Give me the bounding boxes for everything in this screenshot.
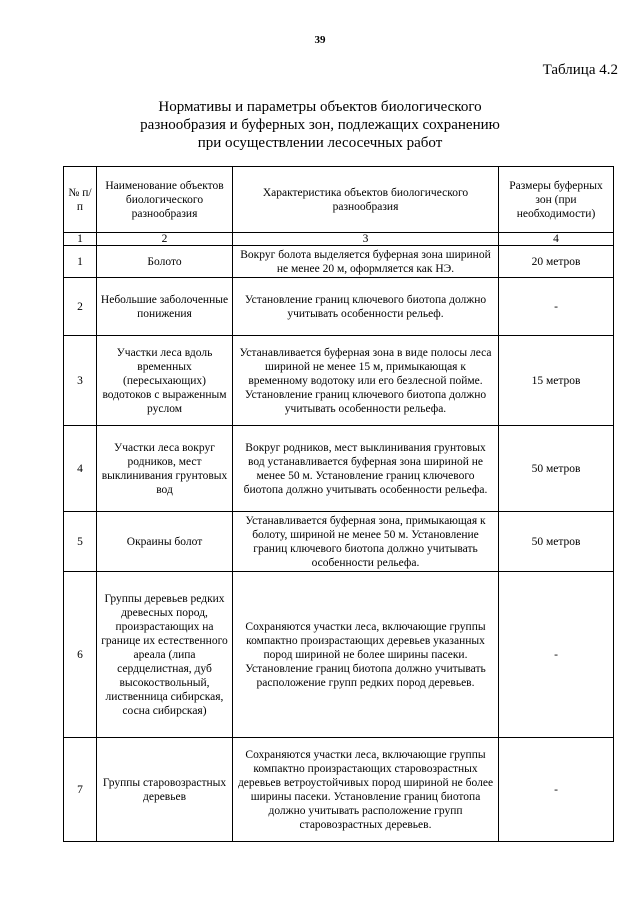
row-number: 5 <box>64 512 97 572</box>
row-number: 2 <box>64 278 97 336</box>
table-row <box>64 246 614 278</box>
table-row <box>64 426 614 512</box>
column-number: 2 <box>97 233 233 246</box>
header-row <box>64 167 614 233</box>
row-number: 4 <box>64 426 97 512</box>
title-line-2: разнообразия и буферных зон, подлежащих сохранению <box>140 117 500 133</box>
page-number: 39 <box>314 34 326 46</box>
row-name: Небольшие заболоченные понижения <box>97 278 233 336</box>
row-name: Участки леса вокруг родников, мест выклинивания грунтовых вод <box>97 426 233 512</box>
header-description: Характеристика объектов биологического разнообразия <box>233 167 499 233</box>
row-description: Установление границ ключевого биотопа должно учитывать особенности рельеф. <box>233 278 499 336</box>
row-number: 1 <box>64 246 97 278</box>
row-number: 6 <box>64 572 97 738</box>
column-number-row <box>64 233 614 246</box>
row-number: 3 <box>64 336 97 426</box>
row-name: Группы деревьев редких древесных пород, произрастающих на границе их естественного ареала (липа сердцелистная, дуб высокоствольный, лиственница сибирская, сосна сибирская) <box>97 572 233 738</box>
row-buffer-size: 50 метров <box>499 512 614 572</box>
row-description: Вокруг родников, мест выклинивания грунтовых вод устанавливается буферная зона шириной не менее 50 м. Установление границ ключевого биотопа должно учитывать особенности рельефа. <box>233 426 499 512</box>
column-number: 4 <box>499 233 614 246</box>
row-buffer-size: 20 метров <box>499 246 614 278</box>
row-description: Устанавливается буферная зона, примыкающая к болоту, шириной не менее 50 м. Установление границ ключевого биотопа должно учитывать особенности рельефа. <box>233 512 499 572</box>
column-number: 3 <box>233 233 499 246</box>
row-buffer-size: 50 метров <box>499 426 614 512</box>
header-buffer-size: Размеры буферных зон (при необходимости) <box>499 167 614 233</box>
row-buffer-size: - <box>499 278 614 336</box>
header-num: № п/п <box>64 167 97 233</box>
table-row <box>64 336 614 426</box>
row-buffer-size: - <box>499 738 614 842</box>
table-row <box>64 738 614 842</box>
table-title <box>0 98 640 152</box>
table-row <box>64 512 614 572</box>
row-name: Болото <box>97 246 233 278</box>
row-name: Участки леса вдоль временных (пересыхающих) водотоков с выраженным руслом <box>97 336 233 426</box>
row-number: 7 <box>64 738 97 842</box>
table-row <box>64 572 614 738</box>
row-description: Сохраняются участки леса, включающие группы компактно произрастающих деревьев указанных пород шириной не более ширины пасеки. Установление границ биотопа должно учитывать расположение групп редких пород деревьев. <box>233 572 499 738</box>
column-number: 1 <box>64 233 97 246</box>
table-label: Таблица 4.2 <box>542 62 618 78</box>
row-description: Вокруг болота выделяется буферная зона шириной не менее 20 м, оформляется как НЭ. <box>233 246 499 278</box>
row-name: Окраины болот <box>97 512 233 572</box>
title-line-3: при осуществлении лесосечных работ <box>197 135 443 151</box>
header-name: Наименование объектов биологического разнообразия <box>97 167 233 233</box>
row-description: Устанавливается буферная зона в виде полосы леса шириной не менее 15 м, примыкающая к временному водотоку или его безлесной пойме. Установление границ ключевого биотопа должно учитывать особенности рельефа. <box>233 336 499 426</box>
title-line-1: Нормативы и параметры объектов биологического <box>158 99 482 115</box>
row-name: Группы старовозрастных деревьев <box>97 738 233 842</box>
row-description: Сохраняются участки леса, включающие группы компактно произрастающих старовозрастных деревьев ветроустойчивых пород шириной не более ширины пасеки. Установление границ биотопа должно учитывать расположение групп старовозрастных деревьев. <box>233 738 499 842</box>
row-buffer-size: 15 метров <box>499 336 614 426</box>
table-row <box>64 278 614 336</box>
row-buffer-size: - <box>499 572 614 738</box>
biodiversity-table <box>63 166 614 842</box>
